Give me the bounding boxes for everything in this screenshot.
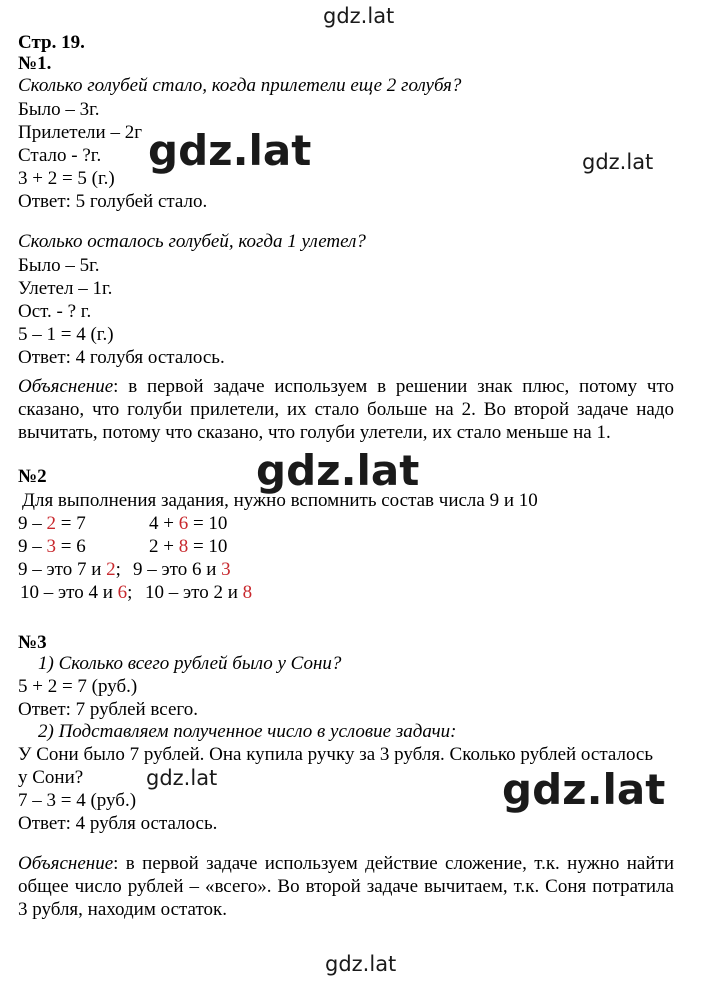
task1-q2-line: Было – 5г. [18,255,100,276]
task1-q2-line: 5 – 1 = 4 (г.) [18,324,114,345]
task2-composition [20,582,132,604]
task3-condition-line: у Сони? [18,767,84,788]
task3-number: №3 [18,632,47,653]
task2-composition [18,559,121,581]
eq-red-number: 8 [178,536,189,557]
watermark-top: gdz.lat [323,4,395,28]
eq-text: 9 – [18,513,47,534]
watermark-small-right: gdz.lat [582,150,654,174]
task1-q1-line: Было – 3г. [18,99,100,120]
task2-number: №2 [18,466,47,487]
comp-red-number: 2 [106,559,116,580]
eq-text: = 10 [188,513,228,534]
task3-q2-answer: Ответ: 4 рубля осталось. [18,813,218,834]
task1-question-1: Сколько голубей стало, когда прилетели еще 2 голубя? [18,75,462,96]
task2-composition [133,559,231,581]
explanation-text: : в первой задаче используем в решении знак плюс, потому что сказано, что голуби прилетели, их стало больше на 2. Во второй задаче надо вычитать, потому что сказано, что голуби улетели, их стало меньше на 1. [18,376,674,443]
task3-explanation [18,852,674,921]
comp-text: 9 – это 6 и [133,559,222,580]
comp-red-number: 8 [242,582,253,603]
watermark-large-2: gdz.lat [256,446,420,495]
task2-equation [18,536,86,558]
task2-equation [149,536,227,558]
task3-q1-line: 5 + 2 = 7 (руб.) [18,676,138,697]
task1-q1-answer: Ответ: 5 голубей стало. [18,191,208,212]
eq-text: 4 + [149,513,179,534]
watermark-large-1: gdz.lat [148,126,312,175]
task3-question-2: 2) Подставляем полученное число в условие задачи: [38,721,457,742]
comp-text: ; [115,559,121,580]
task3-question-1: 1) Сколько всего рублей было у Сони? [38,653,342,674]
task2-equation [149,513,227,535]
task1-q1-line: 3 + 2 = 5 (г.) [18,168,115,189]
task3-q1-answer: Ответ: 7 рублей всего. [18,699,198,720]
eq-red-number: 2 [46,513,56,534]
task1-question-2: Сколько осталось голубей, когда 1 улетел? [18,231,366,252]
watermark-small-left: gdz.lat [146,766,218,790]
watermark-bottom: gdz.lat [325,952,397,976]
task1-number: №1. [18,53,52,74]
task1-q1-line: Прилетели – 2г [18,122,142,143]
eq-text: 2 + [149,536,179,557]
task1-q1-line: Стало - ?г. [18,145,102,166]
task1-q2-line: Ост. - ? г. [18,301,92,322]
task3-condition-line: У Сони было 7 рублей. Она купила ручку за 3 рубля. Сколько рублей осталось [18,744,654,765]
eq-red-number: 3 [46,536,56,557]
eq-text: = 6 [56,536,86,557]
eq-text: = 10 [188,536,228,557]
task2-intro: Для выполнения задания, нужно вспомнить состав числа 9 и 10 [22,490,538,511]
task3-q2-line: 7 – 3 = 4 (руб.) [18,790,137,811]
comp-text: 10 – это 4 и [20,582,118,603]
explanation-label: Объяснение [18,853,114,874]
comp-red-number: 6 [117,582,128,603]
task1-q2-line: Улетел – 1г. [18,278,113,299]
task2-composition [145,582,252,604]
task2-equation [18,513,86,535]
eq-text: = 7 [56,513,86,534]
comp-text: 10 – это 2 и [145,582,243,603]
eq-red-number: 6 [178,513,189,534]
comp-text: ; [127,582,133,603]
comp-text: 9 – это 7 и [18,559,107,580]
explanation-text: : в первой задаче используем действие сложение, т.к. нужно найти общее число рублей – «всего». Во второй задаче вычитаем, т.к. Соня потратила 3 рубля, находим остаток. [18,853,674,920]
task1-explanation [18,375,674,444]
task1-q2-answer: Ответ: 4 голубя осталось. [18,347,225,368]
watermark-large-3: gdz.lat [502,765,666,814]
explanation-label: Объяснение [18,376,114,397]
comp-red-number: 3 [221,559,231,580]
page-label: Стр. 19. [18,32,85,53]
eq-text: 9 – [18,536,47,557]
